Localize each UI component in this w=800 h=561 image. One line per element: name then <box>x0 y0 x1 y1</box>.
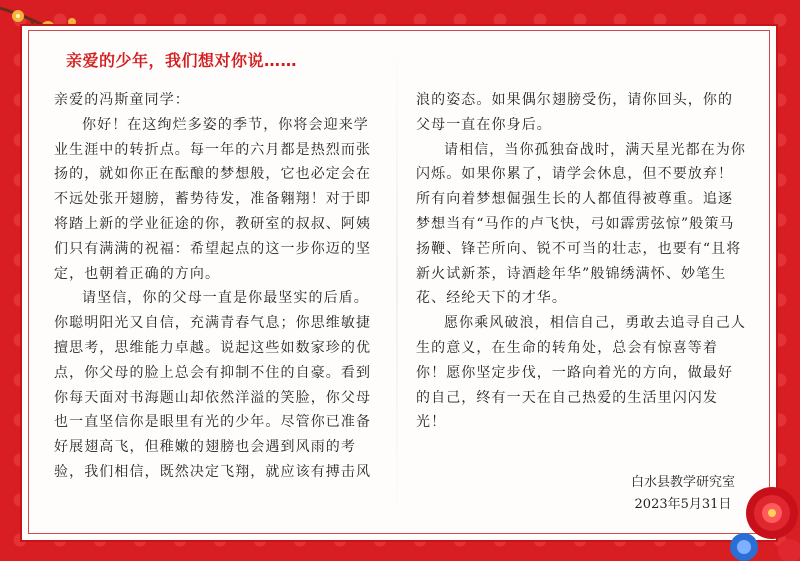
letter-salutation: 亲爱的冯斯童同学： <box>54 92 190 108</box>
letter-paragraph: 请相信，当你孤独奋战时，满天星光都在为你闪烁。如果你累了，请学会休息，但不要放弃！所有向着梦想倔强生长的人都值得被尊重。追逐梦想当有“马作的卢飞快，弓如霹雳弦惊”般策马扬鞭、锋芒所向、锐不可当的壮志，也要有“且将新火试新茶，诗酒趁年华”般锦绣满怀、妙笔生花、经纶天下的才华。 <box>416 141 746 307</box>
letter-heading: 亲爱的少年，我们想对你说…… <box>66 51 298 70</box>
letter-paragraph: 请坚信，你的父母一直是你最坚实的后盾。你聪明阳光又自信，充满青春气息；你思维敏捷擅思考，思维能力卓越。说起这些如数家珍的优点，你父母的脸上总会有抑制不住的自豪。看到你每天面对书海题山却依然洋溢的笑脸，你父母也一直坚信你是眼里有光的少年。尽管你已准备好展翅高飞，但稚嫩的翅膀也会遇到风雨的考验，我们相信，既然决定飞翔，就应该有搏击风 <box>54 290 372 480</box>
letter-paragraph: 愿你乘风破浪，相信自己，勇敢去追寻自己人生的意义，在生命的转角处，总会有惊喜等着你！愿你坚定步伐，一路向着光的方向，做最好的自己，终有一天在自己热爱的生活里闪闪发光！ <box>416 315 746 431</box>
signature-organization: 白水县教学研究室 <box>630 475 735 490</box>
letter-right-column <box>416 88 746 435</box>
letter-paragraph: 你好！在这绚烂多姿的季节，你将会迎来学业生涯中的转折点。每一年的六月都是热烈而张扬的，就如你正在酝酿的梦想般，它也必定会在不远处张开翅膀，蓄势待发，准备翱翔！对于即将踏上新的学业征途的你，教研室的叔叔、阿姨们只有满满的祝福：希望起点的这一步你迈的坚定，也朝着正确的方向。 <box>54 116 372 282</box>
letter-paragraph: 浪的姿态。如果偶尔翅膀受伤，请你回头，你的父母一直在你身后。 <box>416 92 734 133</box>
card-fold-line <box>396 30 398 535</box>
peony-flower-decoration-icon <box>710 451 800 561</box>
signature-date: 2023年5月31日 <box>634 497 732 512</box>
letter-left-column <box>54 88 374 485</box>
